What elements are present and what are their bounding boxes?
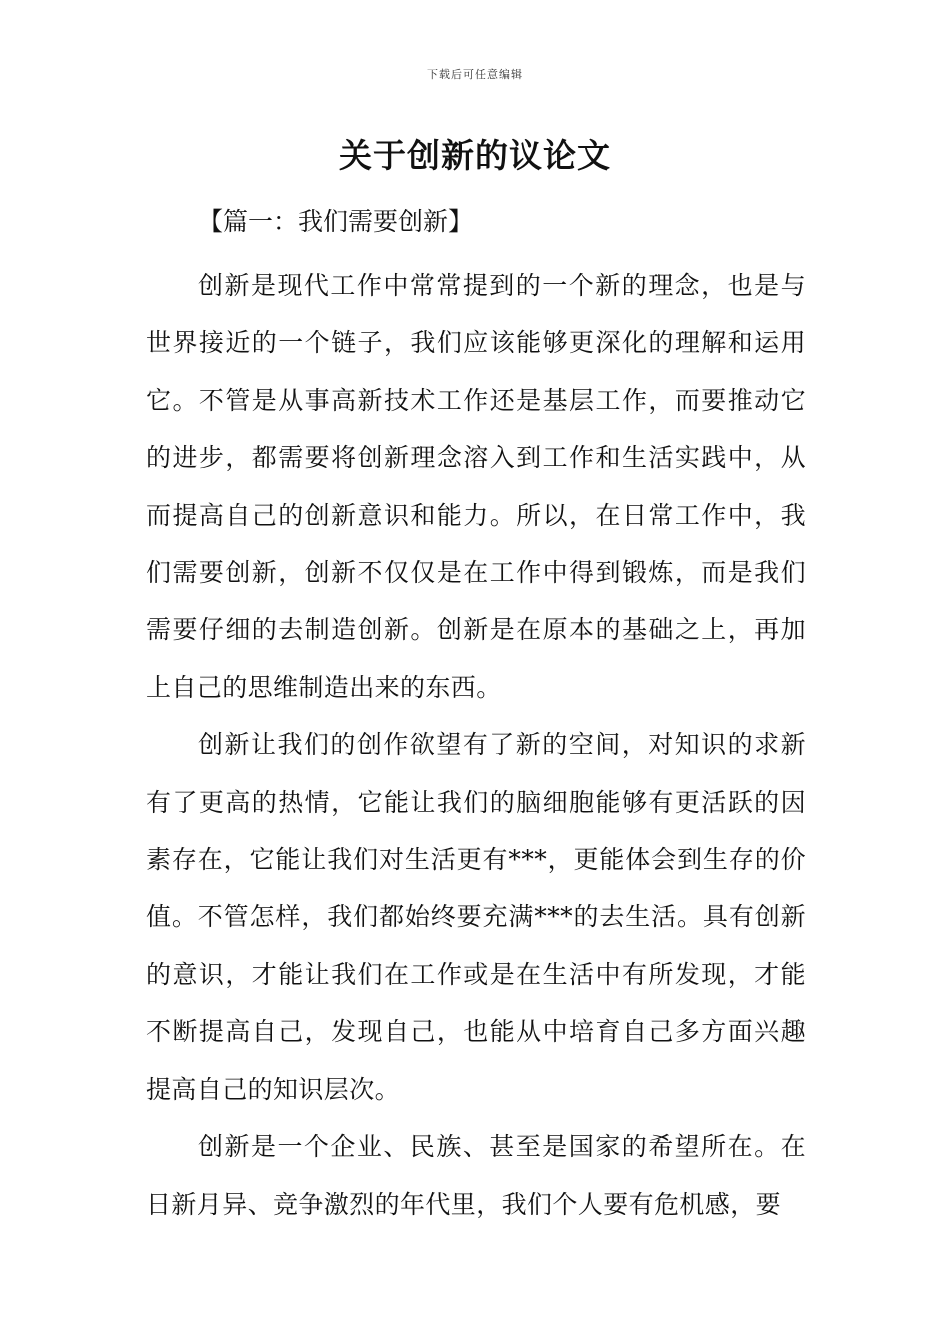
paragraph-2: 创新让我们的创作欲望有了新的空间，对知识的求新有了更高的热情，它能让我们的脑细胞能够有更活跃的因素存在，它能让我们对生活更有***，更能体会到生存的价值。不管怎样，我们都始终要充满***的去生活。具有创新的意识，才能让我们在工作或是在生活中有所发现，才能不断提高自己，发现自己，也能从中培育自己多方面兴趣提高自己的知识层次。 (146, 730, 806, 1104)
document-title: 关于创新的议论文 (339, 136, 611, 175)
paragraph-1: 创新是现代工作中常常提到的一个新的理念，也是与世界接近的一个链子，我们应该能够更深化的理解和运用它。不管是从事高新技术工作还是基层工作，而要推动它的进步，都需要将创新理念溶入到工作和生活实践中，从而提高自己的创新意识和能力。所以，在日常工作中，我们需要创新，创新不仅仅是在工作中得到锻炼，而是我们需要仔细的去制造创新。创新是在原本的基础之上，再加上自己的思维制造出来的东西。 (146, 271, 806, 702)
section-heading: 【篇一：我们需要创新】 (198, 207, 474, 236)
paragraph-3: 创新是一个企业、民族、甚至是国家的希望所在。在日新月异、竞争激烈的年代里，我们个人要有危机感，要 (146, 1132, 806, 1219)
header-note: 下载后可任意编辑 (427, 68, 523, 81)
document-body (146, 257, 806, 1233)
